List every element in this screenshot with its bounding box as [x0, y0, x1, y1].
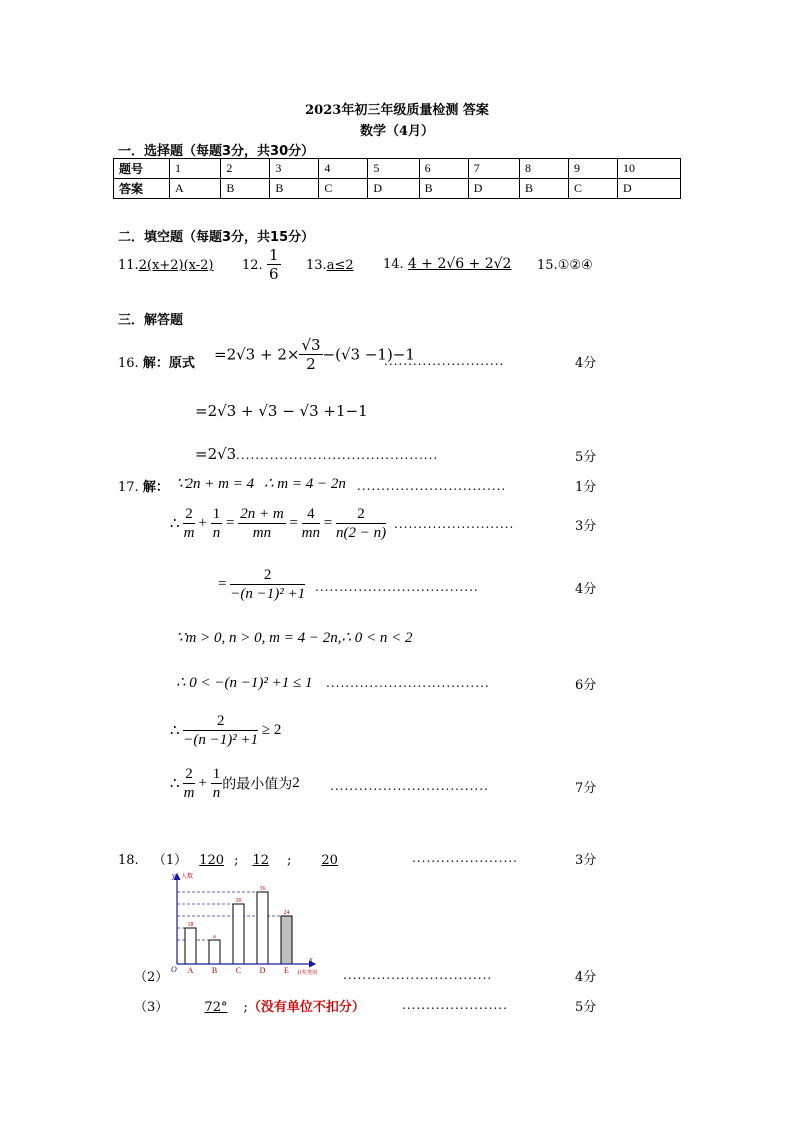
dot-leader: ...................... — [412, 851, 518, 865]
q16-score-2: 5分 — [575, 450, 597, 465]
dot-leader: ......................... — [384, 354, 505, 368]
q15-answer — [537, 258, 593, 273]
y-axis-letter: y — [172, 871, 176, 880]
frac-den: n — [212, 785, 221, 801]
q15-value: ①②④ — [557, 258, 593, 273]
frac-num: 2 — [183, 712, 258, 731]
table-header-cell: 答案 — [114, 179, 170, 199]
x-axis-letter: x — [309, 955, 313, 964]
q12-fraction — [267, 246, 281, 283]
bar-B — [209, 940, 220, 964]
q16-line1-pre: =2√3 + 2× — [214, 345, 300, 364]
q17-line6 — [170, 712, 281, 749]
bar-chart — [165, 868, 325, 980]
q18-part3 — [134, 996, 365, 1015]
q17-score-2: 3分 — [575, 519, 597, 534]
table-cell: D — [368, 179, 419, 199]
x-tick-D: D — [259, 966, 266, 975]
q17-line7: ∴ $\frac{2}{m}$ + $\frac{1}{n}$ 的最小值为2 — [170, 766, 300, 801]
frac-num: 2 — [230, 566, 305, 585]
frac-den: m — [183, 785, 195, 801]
q17-number: 17. — [118, 480, 139, 495]
q18-note: （没有单位不扣分） — [247, 1000, 365, 1015]
table-cell: 10 — [618, 159, 681, 179]
q16-line1-post: −(√3 −1)−1 — [322, 345, 415, 364]
table-cell: 1 — [170, 159, 221, 179]
section-1-heading: 一．选择题（每题3分，共30分） — [118, 144, 315, 159]
q16-line2: =2√3 + √3 − √3 +1−1 — [195, 402, 368, 420]
table-cell: 3 — [270, 159, 319, 179]
q11-answer — [118, 258, 214, 273]
dot-leader: .................................. — [315, 580, 479, 594]
frac-den: n(2 − n) — [335, 525, 387, 541]
q16-score-1: 4分 — [575, 356, 597, 371]
x-tick-B: B — [211, 966, 218, 975]
q13-value: a≤2 — [326, 258, 354, 273]
q17-min-text: 的最小值为 — [222, 776, 293, 793]
q16-line3: =2√3 — [195, 445, 237, 463]
table-cell: 8 — [520, 159, 569, 179]
q12-denominator: 6 — [269, 265, 279, 283]
q18-score-1: 3分 — [575, 853, 597, 868]
q17-jie: 解： — [142, 480, 169, 495]
table-cell: A — [170, 179, 221, 199]
q18-score-3: 5分 — [575, 1000, 597, 1015]
table-header-cell: 题号 — [114, 159, 170, 179]
page-title: 2023年初三年级质量检测 答案 — [305, 103, 489, 118]
q18-p3: （3） — [134, 1000, 169, 1015]
table-cell: C — [569, 179, 618, 199]
q17-score-5: 7分 — [575, 781, 597, 796]
table-row — [114, 159, 681, 179]
dot-leader: ......................... — [394, 517, 515, 531]
frac-num: 2 — [185, 766, 193, 782]
table-row — [114, 179, 681, 199]
q17-score-3: 4分 — [575, 582, 597, 597]
separator: ; — [243, 1000, 248, 1015]
table-cell: B — [270, 179, 319, 199]
q11-value: 2(x+2)(x-2) — [138, 258, 214, 273]
q17-line1b: ∴ m = 4 − 2n — [264, 476, 346, 492]
q16-label — [118, 352, 195, 371]
q18-p2: （2） — [134, 970, 169, 985]
table-cell: 4 — [319, 159, 368, 179]
y-axis-label: 人数 — [181, 873, 194, 880]
q18-a4: 72° — [204, 1000, 228, 1015]
frac-num: 1 — [212, 506, 221, 522]
section-2-heading: 二．填空题（每题3分，共15分） — [118, 230, 315, 245]
q17-line3: = $\frac{2}{\text{−(n −1)² +1}}$ — [218, 567, 306, 602]
dot-leader: ............................... — [357, 479, 507, 493]
q18-p1: （1） — [152, 853, 188, 868]
q17-min-value: 2 — [292, 775, 300, 791]
answer-table — [113, 158, 681, 199]
bar-E — [281, 916, 292, 964]
frac-den: mn — [252, 525, 272, 541]
table-cell: B — [221, 179, 270, 199]
dot-leader: .................................. — [326, 676, 490, 690]
q11-label: 11. — [118, 258, 139, 273]
q14-answer — [383, 256, 525, 272]
separator: ; — [287, 853, 292, 868]
q17-line4: ∵m > 0, n > 0, m = 4 − 2n,∴ 0 < n < 2 — [176, 630, 413, 646]
q17-therefore: ∴ — [170, 516, 180, 532]
q17-ge: ≥ 2 — [261, 722, 282, 738]
table-cell: 9 — [569, 159, 618, 179]
q18-number: 18. — [118, 853, 139, 868]
bar-A — [185, 928, 196, 964]
table-cell: B — [520, 179, 569, 199]
q18-part1 — [118, 849, 348, 868]
q17-therefore: ∴ — [170, 776, 180, 792]
dot-leader: .......................................... — [236, 448, 439, 462]
q14-value: 4 + 2√6 + 2√2 — [407, 256, 512, 272]
q17-therefore: ∴ — [170, 723, 180, 739]
q17-line1a: ∵2n + m = 4 — [176, 476, 255, 492]
q17-score-1: 1分 — [575, 480, 597, 495]
table-cell: D — [618, 179, 681, 199]
q14-label: 14. — [383, 257, 404, 272]
frac-den: −(n −1)² +1 — [230, 586, 306, 602]
table-cell: 7 — [468, 159, 519, 179]
q12-numerator: 1 — [269, 246, 279, 264]
q15-label: 15. — [537, 258, 558, 273]
q18-a3: 20 — [321, 853, 338, 868]
frac-den: n — [212, 525, 221, 541]
frac-num: 2 — [336, 505, 386, 524]
bar-label-D: 36 — [259, 886, 266, 892]
x-axis-label: 获奖类别 — [297, 970, 318, 976]
dot-leader: ............................... — [343, 968, 493, 982]
table-cell: C — [319, 179, 368, 199]
dot-leader: ................................. — [330, 779, 489, 793]
x-tick-C: C — [235, 966, 242, 975]
frac-num: 1 — [212, 766, 221, 782]
q18-a1: 120 — [199, 853, 225, 868]
frac-num: 4 — [302, 505, 320, 524]
bar-D — [257, 892, 268, 964]
frac-den: m — [183, 525, 195, 541]
q16-frac-den: 2 — [306, 355, 316, 373]
q13-answer — [306, 258, 354, 273]
page-subtitle: 数学（4月） — [359, 124, 435, 139]
table-cell: 5 — [368, 159, 419, 179]
frac-den: −(n −1)² +1 — [183, 732, 259, 748]
frac-den: mn — [301, 525, 321, 541]
table-cell: D — [468, 179, 519, 199]
q17-line5: ∴ 0 < −(n −1)² +1 ≤ 1 — [176, 675, 313, 691]
x-tick-A: A — [187, 966, 194, 975]
bar-label-A: 18 — [187, 922, 194, 928]
dot-leader: ...................... — [402, 998, 508, 1012]
table-cell: 2 — [221, 159, 270, 179]
q18-a2: 12 — [252, 853, 270, 868]
x-tick-E: E — [284, 966, 289, 975]
q16-frac-num: √3 — [301, 336, 321, 354]
q16-jie: 解：原式 — [142, 356, 195, 371]
q17-label — [118, 476, 169, 495]
separator: ; — [234, 853, 239, 868]
q12-label: 12. — [242, 258, 263, 273]
bar-label-E: 24 — [283, 910, 290, 916]
q18-score-2: 4分 — [575, 970, 597, 985]
bar-label-B: a — [213, 934, 216, 940]
frac-num: 2n + m — [240, 506, 284, 522]
bar-C — [233, 904, 244, 964]
q17-line2: ∴ $\frac{2}{m}$ + $\frac{1}{n}$ = $\frac{2n + m}{mn}$ = $\frac{4}{mn}$ = $\frac{2}{n(2 - n)}$ — [170, 506, 387, 541]
frac-num: 2 — [185, 506, 193, 522]
bar-label-C: 30 — [235, 898, 242, 904]
q16-number: 16. — [118, 356, 139, 371]
table-cell: B — [419, 179, 468, 199]
q17-score-4: 6分 — [575, 678, 597, 693]
table-cell: 6 — [419, 159, 468, 179]
origin-label: O — [171, 965, 177, 974]
q13-label: 13. — [306, 258, 327, 273]
section-3-heading: 三．解答题 — [118, 313, 184, 328]
